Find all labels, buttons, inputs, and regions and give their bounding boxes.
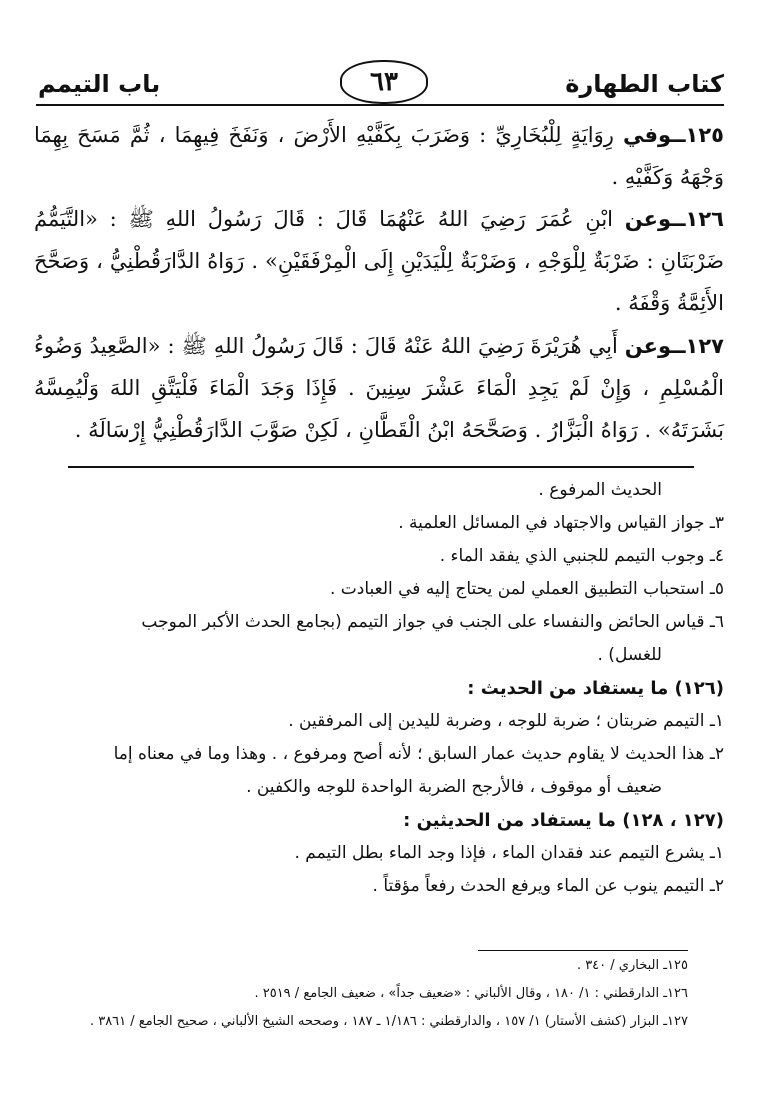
list-item-continuation: للغسل) . [597, 645, 662, 665]
list-item: ٥ـ استحباب التطبيق العملي لمن يحتاج إليه في العبادت . [329, 579, 724, 599]
page-number: ٦٣ [340, 60, 428, 104]
hadith-126 [34, 198, 724, 324]
header-divider [36, 104, 724, 106]
hadith-number: ١٢٧ــ [671, 334, 724, 358]
footnote-divider [478, 950, 688, 951]
list-item: ١ـ يشرع التيمم عند فقدان الماء ، فإذا وجد الماء بطل التيمم . [294, 843, 724, 863]
hadith-number: ١٢٦ــ [671, 207, 724, 231]
hadith-number: ١٢٥ــ [671, 123, 724, 147]
hadith-lead-word: وعن [624, 334, 672, 358]
hadith-text: ابْنِ عُمَرَ رَضِيَ اللهُ عَنْهُمَا قَالَ : قَالَ رَسُولُ اللهِ ﷺ : «التَّيَمُّمُ ضَرْبَتَانِ : ضَرْبَةٌ لِلْوَجْهِ ، وَضَرْبَةٌ لِلْيَدَيْنِ إِلَى الْمِرْفَقَيْنِ» . رَوَاهُ الدَّارَقُطْنِيُّ ، وَصَحَّحَ الأَئِمَّةُ وَقْفَهُ . [34, 207, 724, 315]
section-126-title: (١٢٦) ما يستفاد من الحديث : [467, 678, 724, 699]
hadith-lead-word: وفي [623, 123, 672, 147]
section-127-title: (١٢٧ ، ١٢٨) ما يستفاد من الحديثين : [403, 810, 724, 831]
commentary-continued: الحديث المرفوع . [538, 480, 662, 500]
list-item: ٢ـ التيمم ينوب عن الماء ويرفع الحدث رفعاً مؤقتاً . [372, 876, 724, 896]
list-item: ٣ـ جواز القياس والاجتهاد في المسائل العلمية . [398, 513, 724, 533]
list-item: ٤ـ وجوب التيمم للجنبي الذي يفقد الماء . [439, 546, 724, 566]
hadith-125 [34, 114, 724, 198]
list-item-continuation: ضعيف أو موقوف ، فالأرجح الضربة الواحدة للوجه والكفين . [246, 777, 662, 797]
commentary [36, 474, 724, 903]
footnote-127: ١٢٧ـ البزار (كشف الأستار) ١/ ١٥٧ ، والدارقطني : ١/١٨٦ ـ ١٨٧ ، وصححه الشيخ الألباني ، صحيح الجامع / ٣٨٦١ . [89, 1014, 688, 1029]
hadith-text: أَبِي هُرَيْرَةَ رَضِيَ اللهُ عَنْهُ قَالَ : قَالَ رَسُولُ اللهِ ﷺ : «الصَّعِيدُ وَضُوءُ الْمُسْلِمِ ، وَإِنْ لَمْ يَجِدِ الْمَاءَ عَشْرَ سِنِينَ . فَإِذَا وَجَدَ الْمَاءَ فَلْيَتَّقِ اللهَ وَلْيُمِسَّهُ بَشَرَتَهُ» . رَوَاهُ الْبَزَّارُ . وَصَحَّحَهُ ابْنُ الْقَطَّانِ ، لَكِنْ صَوَّبَ الدَّارَقُطْنِيُّ إِرْسَالَهُ . [34, 334, 724, 442]
list-item: ٦ـ قياس الحائض والنفساء على الجنب في جواز التيمم (بجامع الحدث الأكبر الموجب [141, 612, 724, 632]
footnote-125: ١٢٥ـ البخاري / ٣٤٠ . [576, 958, 688, 973]
hadith-127 [34, 325, 724, 451]
chapter-title: باب التيمم [38, 70, 161, 98]
hadith-text: رِوَايَةٍ لِلْبُخَارِيِّ : وَضَرَبَ بِكَفَّيْهِ الأَرْضَ ، وَنَفَخَ فِيهِمَا ، ثُمَّ مَسَحَ بِهِمَا وَجْهَهُ وَكَفَّيْهِ . [34, 123, 724, 189]
hadith-lead-word: وعن [624, 207, 672, 231]
section-divider [68, 466, 694, 468]
footnote-126: ١٢٦ـ الدارقطني : ١/ ١٨٠ ، وقال الألباني : «ضعيف جداً» ، ضعيف الجامع / ٢٥١٩ . [254, 986, 688, 1001]
list-item: ٢ـ هذا الحديث لا يقاوم حديث عمار السابق ؛ لأنه أصح ومرفوع ، . وهذا وما في معناه إما [113, 744, 724, 764]
book-title: كتاب الطهارة [565, 70, 724, 98]
list-item: ١ـ التيمم ضربتان ؛ ضربة للوجه ، وضربة لليدين إلى المرفقين . [288, 711, 724, 731]
